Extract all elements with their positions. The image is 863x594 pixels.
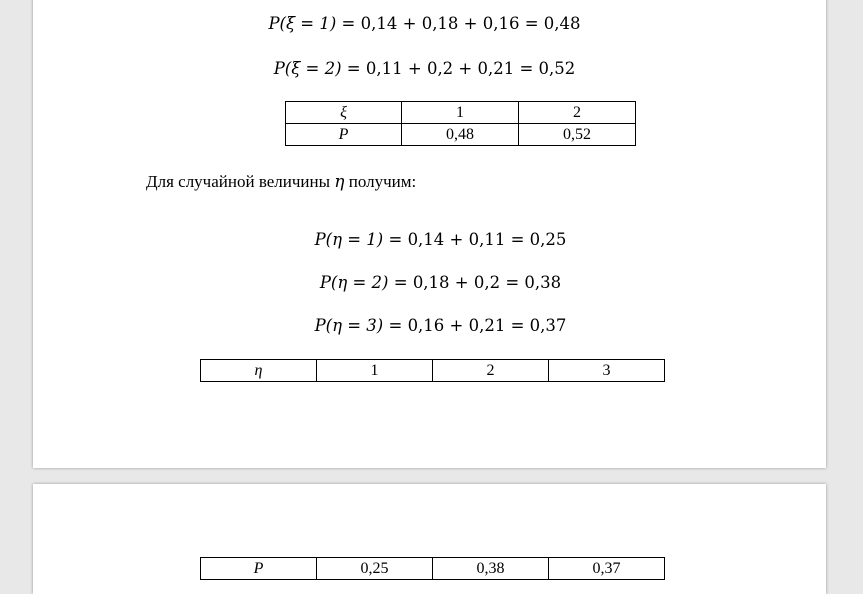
eta-distribution-table-bottom: [200, 557, 665, 580]
eta-symbol: η: [334, 172, 345, 192]
table-cell: 0,48: [402, 124, 519, 146]
equation-lhs: P(η = 1) =: [314, 230, 408, 249]
table-cell: η: [201, 360, 317, 382]
eta-distribution-table-top: [200, 359, 665, 382]
table-cell: 1: [402, 102, 519, 124]
table-cell: 1: [317, 360, 433, 382]
equation-rhs: 0,18 + 0,2 = 0,38: [412, 273, 562, 292]
table-cell: 0,37: [549, 558, 665, 580]
table-cell: ξ: [286, 102, 402, 124]
equation-lhs: P(η = 2) =: [319, 273, 413, 292]
equation-rhs: 0,14 + 0,11 = 0,25: [407, 230, 567, 249]
equation-xi-2: [23, 59, 826, 78]
table-cell: 0,38: [433, 558, 549, 580]
table-cell: P: [286, 124, 402, 146]
equation-rhs: 0,14 + 0,18 + 0,16 = 0,48: [360, 14, 581, 33]
equation-lhs: P(ξ = 1) =: [268, 14, 361, 33]
table-row: [201, 558, 665, 580]
table-cell: 2: [433, 360, 549, 382]
table-cell: 2: [519, 102, 636, 124]
equation-lhs: P(ξ = 2) =: [273, 59, 366, 78]
document-page-2: [33, 484, 826, 594]
table-row: [286, 124, 636, 146]
equation-rhs: 0,11 + 0,2 + 0,21 = 0,52: [365, 59, 576, 78]
equation-eta-1: [55, 230, 826, 249]
table-cell: 3: [549, 360, 665, 382]
eta-intro-paragraph: [146, 172, 416, 192]
equation-rhs: 0,16 + 0,21 = 0,37: [407, 316, 567, 335]
table-row: [201, 360, 665, 382]
equation-eta-2: [55, 273, 826, 292]
table-row: [286, 102, 636, 124]
equation-lhs: P(η = 3) =: [314, 316, 408, 335]
equation-eta-3: [55, 316, 826, 335]
table-cell: 0,25: [317, 558, 433, 580]
table-cell: P: [201, 558, 317, 580]
table-cell: 0,52: [519, 124, 636, 146]
document-page-1: [33, 0, 826, 468]
xi-distribution-table: [285, 101, 636, 146]
equation-xi-1: [23, 14, 826, 33]
paragraph-text: получим:: [344, 172, 417, 191]
paragraph-text: Для случайной величины: [146, 172, 335, 191]
